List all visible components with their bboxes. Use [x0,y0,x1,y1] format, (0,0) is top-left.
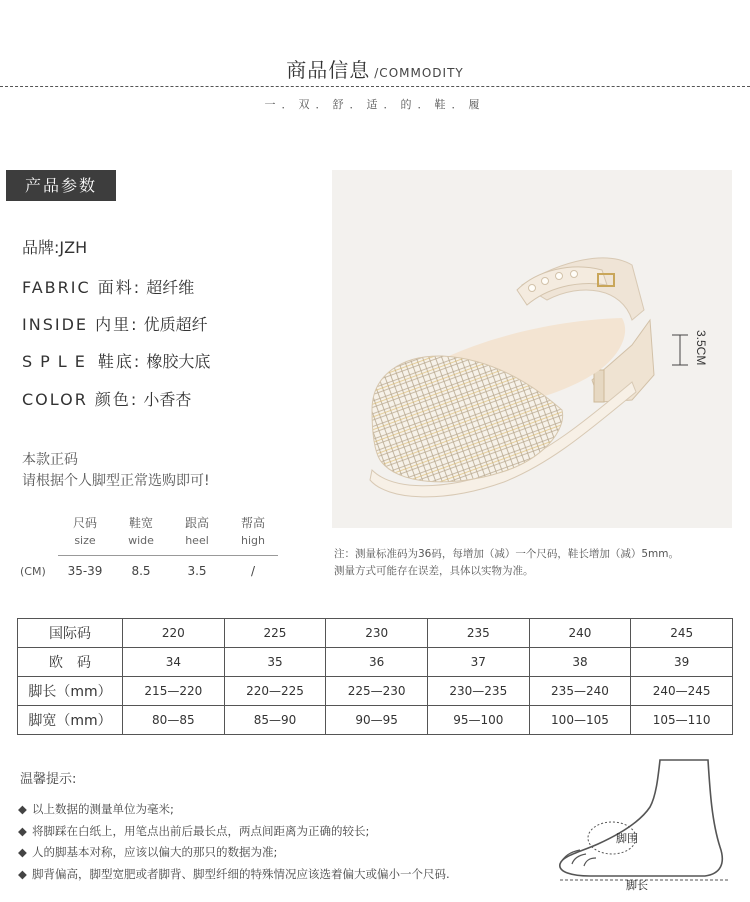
param-value: 小香杏 [143,390,192,409]
foot-outline-icon [550,752,740,892]
diamond-bullet-icon: ◆ [18,802,27,816]
table-cell: 245 [631,619,733,648]
shoe-illustration [332,170,732,528]
row-header: 国际码 [18,619,123,648]
col-en: wide [128,534,154,547]
tip-item [18,823,369,839]
param-key: FABRIC 面料: [22,278,142,297]
size-col-header [116,514,166,550]
section-label: 产品参数 [6,170,116,201]
table-cell: 240—245 [631,677,733,706]
table-cell: 85—90 [224,706,326,735]
size-note-1: 本款正码 [22,452,78,468]
table-cell: 95—100 [427,706,529,735]
tip-item [18,844,277,860]
size-value: 8.5 [131,564,151,578]
size-value: / [250,564,256,578]
foot-diagram [550,752,740,892]
tip-text: 以上数据的测量单位为毫米; [32,802,174,816]
table-cell: 34 [123,648,225,677]
col-cn: 鞋宽 [128,516,153,530]
param-brand [22,235,87,258]
tip-text: 将脚踩在白纸上，用笔点出前后最长点，两点间距离为正确的较长; [32,824,370,838]
table-cell: 100—105 [529,706,631,735]
table-cell: 235—240 [529,677,631,706]
table-cell: 240 [529,619,631,648]
param-key-cn: 鞋底: [97,352,142,371]
size-col-header [60,514,110,550]
table-cell: 215—220 [123,677,225,706]
table-cell: 36 [326,648,428,677]
table-cell: 220 [123,619,225,648]
header-divider [0,86,750,87]
foot-length-label: 脚长 [626,879,648,892]
table-cell: 105—110 [631,706,733,735]
param-color [22,387,191,410]
size-col-header [172,514,222,550]
table-cell: 37 [427,648,529,677]
heel-height-label: 3.5CM [694,330,708,366]
size-note-2: 请根据个人脚型正常选购即可! [22,473,210,489]
title-cn: 商品信息 [286,58,371,82]
col-en: heel [185,534,209,547]
size-table-divider [58,555,278,556]
diamond-bullet-icon: ◆ [18,845,27,859]
page-title [0,54,750,83]
col-en: high [241,534,265,547]
table-cell: 220—225 [224,677,326,706]
title-en: /COMMODITY [374,66,464,80]
size-unit: (CM) [20,565,46,578]
col-cn: 尺码 [72,516,97,530]
table-row [18,706,733,735]
param-value: 橡胶大底 [146,352,211,371]
table-cell: 230 [326,619,428,648]
table-cell: 35 [224,648,326,677]
param-value: 优质超纤 [143,315,208,334]
tip-item [18,801,174,817]
size-col-header [228,514,278,550]
table-cell: 230—235 [427,677,529,706]
measure-note [334,546,679,580]
param-key: INSIDE 内里: [22,315,139,334]
size-value: 35-39 [67,564,103,578]
table-row [18,677,733,706]
param-key: COLOR 颜色: [22,390,139,409]
col-en: size [74,534,96,547]
col-cn: 跟高 [184,516,209,530]
table-cell: 39 [631,648,733,677]
param-key: SPLE [22,352,93,371]
param-value: JZH [59,238,88,257]
table-cell: 225—230 [326,677,428,706]
size-chart [17,618,733,735]
table-row [18,619,733,648]
param-fabric [22,275,194,298]
param-key: 品牌: [22,238,60,257]
foot-girth-label: 脚围 [616,832,638,845]
tagline: 一．双．舒．适．的．鞋．履 [264,98,486,111]
diamond-bullet-icon: ◆ [18,824,27,838]
row-header: 脚宽（mm） [18,706,123,735]
table-row [18,648,733,677]
param-sole [22,349,210,372]
diamond-bullet-icon: ◆ [18,867,27,881]
table-cell: 80—85 [123,706,225,735]
size-value: 3.5 [187,564,207,578]
table-cell: 38 [529,648,631,677]
table-cell: 90—95 [326,706,428,735]
table-cell: 225 [224,619,326,648]
tips-title: 温馨提示: [20,772,77,787]
tip-item [18,866,450,882]
param-inside [22,312,208,335]
col-cn: 帮高 [240,516,265,530]
tip-text: 人的脚基本对称，应该以偏大的那只的数据为准; [32,845,278,859]
measure-note-1: 注：测量标准码为36码，每增加（减）一个尺码，鞋长增加（减）5mm。 [334,548,679,560]
row-header: 欧 码 [18,648,123,677]
product-image [332,170,732,528]
row-header: 脚长（mm） [18,677,123,706]
tip-text: 脚背偏高，脚型宽肥或者脚背、脚型纤细的特殊情况应该选着偏大或偏小一个尺码. [32,867,450,881]
measure-note-2: 测量方式可能存在误差，具体以实物为准。 [334,565,534,577]
param-value: 超纤维 [146,278,195,297]
table-cell: 235 [427,619,529,648]
